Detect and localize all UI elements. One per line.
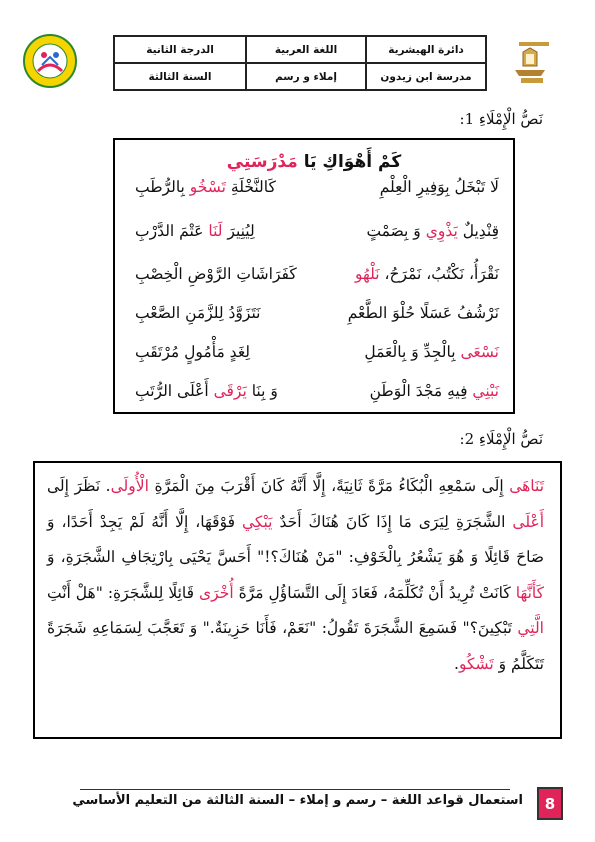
highlighted-word: تَشْكُو <box>458 654 494 673</box>
year-cell: السنة الثالثة <box>114 63 246 90</box>
dictation-box <box>33 461 562 739</box>
text-run: . <box>454 654 459 673</box>
poem-title-text: كَمْ أَهْوَاكِ يَا <box>303 152 402 172</box>
highlighted-word: يَبْكِي <box>242 512 273 531</box>
text-run: كَفَرَاشَاتِ الرَّوْضِ الْخِصْبِ <box>135 265 297 283</box>
topic-cell: إملاء و رسم <box>246 63 366 90</box>
ministry-logo-icon <box>505 40 555 86</box>
text-run: لِغَدٍ مَأْمُولٍ مُرْتَقَبِ <box>135 343 251 361</box>
poem-title-highlight: مَدْرَسَتِي <box>226 152 298 172</box>
verse-left-hemistich <box>135 343 250 361</box>
highlighted-word: كَأَنَّهَا <box>515 583 545 602</box>
section1-heading: نَصُّ الْإِمْلَاءِ 1: <box>459 110 543 128</box>
text-run: إِلَى سَمْعِهِ الْبُكَاءُ مَرَّةً ثَانِيَةً، إِلَّا أَنَّهُ كَانَ أَقْرَبَ مِنَ الْمَرَّةِ <box>148 477 510 495</box>
highlighted-word: الَّتِي <box>517 619 544 637</box>
verse-right-hemistich <box>370 382 499 400</box>
subject-cell: اللغة العربية <box>246 36 366 63</box>
verse-left-hemistich <box>135 382 278 400</box>
verse-right-hemistich <box>380 178 499 196</box>
text-run: الشَّجَرَةِ لِيَرَى مَا إِذَا كَانَ هُنَاكَ أَحَدٌ <box>272 512 513 531</box>
text-run: تَبْكِينَ؟" فَسَمِعَ الشَّجَرَةَ تَقُولُ: "نَعَمْ، فَأَنَا حَزِينَةٌ." وَ تَعَجَّبَ لِسَمَاعِهِ شَجَرَةً تَتَكَلَّمُ وَ <box>47 619 544 673</box>
text-run: بِالرُّطَبِ <box>135 178 190 196</box>
verse-left-hemistich <box>135 265 297 283</box>
text-run: لِيُنِيرَ <box>222 222 255 240</box>
school-cell: مدرسة ابن زيدون <box>366 63 486 90</box>
footer-divider <box>80 789 510 790</box>
highlighted-word: أُخْرَى <box>199 583 234 602</box>
text-run: فَوْقَهَا، إِلَّا أَنَّهُ لَمْ يَجِدْ أَحَدًا، وَ صَاحَ قَائِلًا وَ هُوَ يَشْعُرُ بِالْخَوْفِ: "مَنْ هُنَاكَ؟!" أَحَسَّ يَحْيَى بِارْتِجَافِ الشَّجَرَةِ، وَ <box>47 512 544 566</box>
directorate-cell: دائرة الهيشرية <box>366 36 486 63</box>
page-number-badge: 8 <box>537 787 563 820</box>
text-run: لَا تَبْخَلُ بِوَفِيرِ الْعِلْمِ <box>379 178 499 196</box>
footer-text: استعمال قواعد اللغة – رسم و إملاء – السنة الثالثة من التعليم الأساسي <box>72 793 523 808</box>
text-run: نَقْرَأُ، نَكْتُبُ، نَمْرَحُ، <box>379 265 499 283</box>
text-run: نَرْشُفُ عَسَلًا حُلْوَ الطَّعْمِ <box>347 304 499 322</box>
text-run: وَ بِصَمْتٍ <box>366 222 426 240</box>
verse-right-hemistich <box>364 343 499 361</box>
text-run: كَالنَّخْلَةِ <box>225 178 276 196</box>
text-run: فِيهِ مَجْدَ الْوَطَنِ <box>369 382 473 400</box>
highlighted-word: تَنَاهَى <box>509 477 545 495</box>
highlighted-word: الْأُولَى <box>110 477 149 495</box>
highlighted-word: أَعْلَى <box>512 512 545 531</box>
highlighted-word: تَسْخُو <box>189 178 226 196</box>
verse-left-hemistich <box>135 222 255 240</box>
header-table <box>113 35 487 91</box>
poem-title <box>115 152 513 172</box>
text-run: وَ بِنَا <box>246 382 278 400</box>
dictation-text <box>47 469 544 682</box>
poem-box <box>113 138 515 414</box>
highlighted-word: يَرْقَى <box>213 382 247 400</box>
verse-right-hemistich <box>366 222 499 240</box>
text-run: قِنْدِيلٌ <box>457 222 499 240</box>
text-run: أَعْلَى الرُّتَبِ <box>135 382 214 400</box>
verse-right-hemistich <box>355 265 499 283</box>
text-run: قَائِلًا لِلشَّجَرَةِ: "هَلْ أَنْتِ <box>47 583 200 602</box>
highlighted-word: يَذْوِي <box>425 222 458 240</box>
highlighted-word: نَبْنِي <box>472 382 499 400</box>
text-run: كَانَتْ تُرِيدُ أَنْ تُكَلِّمَهُ، فَعَادَ إِلَى التَّسَاؤُلِ مَرَّةً <box>233 583 516 602</box>
highlighted-word: نَلْهُو <box>354 265 380 283</box>
school-emblem-icon <box>22 33 78 89</box>
verse-right-hemistich <box>348 304 499 322</box>
text-run: بِالْجِدِّ وَ بِالْعَمَلِ <box>364 343 461 361</box>
level-cell: الدرجة الثانية <box>114 36 246 63</box>
text-run: عَتْمَ الدَّرْبِ <box>135 222 209 240</box>
text-run: . نَظَرَ إِلَى <box>47 477 111 495</box>
verse-left-hemistich <box>135 304 260 322</box>
text-run: نَتَزَوَّدُ لِلزَّمَنِ الصَّعْبِ <box>135 304 261 322</box>
highlighted-word: نَسْعَى <box>460 343 499 361</box>
section2-heading: نَصُّ الْإِمْلَاءِ 2: <box>459 430 543 448</box>
verse-left-hemistich <box>135 178 276 196</box>
highlighted-word: لَنَا <box>208 222 223 240</box>
